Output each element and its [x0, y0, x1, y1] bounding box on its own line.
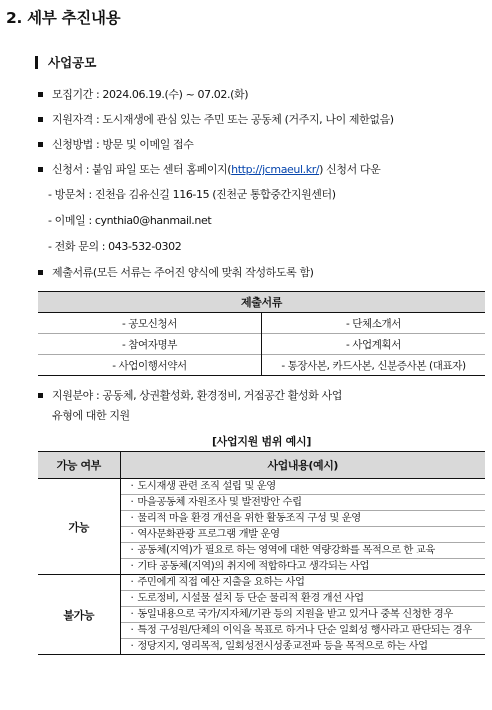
method-line	[38, 136, 194, 152]
table-row	[38, 575, 485, 591]
documents-table	[38, 291, 485, 376]
table-cell: - 사업계획서	[262, 334, 486, 355]
square-bullet-icon	[38, 270, 43, 275]
bullet-dot-icon: ·	[130, 624, 134, 636]
item-text: 주민에게 직접 예산 지출을 요하는 사업	[137, 576, 305, 588]
email-contact: - 이메일 : cynthia0@hanmail.net	[48, 214, 212, 227]
period-line	[38, 86, 248, 102]
documents-note-line	[38, 264, 314, 280]
square-bullet-icon	[38, 142, 43, 147]
item-text: 도로정비, 시설물 설치 등 단순 물리적 환경 개선 사업	[137, 592, 364, 604]
bullet-dot-icon: ·	[130, 512, 134, 524]
eligibility-line	[38, 111, 394, 127]
possible-label: 가능	[38, 479, 120, 575]
bullet-dot-icon: ·	[130, 560, 134, 572]
col-header-content: 사업내용(예시)	[120, 452, 485, 479]
item-text: 기타 공동체(지역)의 취지에 적합하다고 생각되는 사업	[137, 560, 370, 572]
list-item	[120, 559, 485, 575]
application-line	[38, 161, 380, 177]
bullet-dot-icon: ·	[130, 608, 134, 620]
eligibility-text: 지원자격 : 도시재생에 관심 있는 주민 또는 공동체 (거주지, 나이 제한없음)	[52, 113, 394, 126]
list-item	[120, 591, 485, 607]
impossible-label: 불가능	[38, 575, 120, 655]
bullet-dot-icon: ·	[130, 576, 134, 588]
bullet-dot-icon: ·	[130, 480, 134, 492]
item-text: 물리적 마을 환경 개선을 위한 활동조직 구성 및 운영	[137, 512, 361, 524]
table-cell: - 단체소개서	[262, 313, 486, 334]
square-bullet-icon	[38, 117, 43, 122]
support-field-text: 지원분야 : 공동체, 상권활성화, 환경정비, 거점공간 활성화 사업	[52, 389, 342, 402]
homepage-link[interactable]: http://jcmaeul.kr/	[231, 163, 320, 176]
table-row	[38, 334, 485, 355]
list-item	[120, 511, 485, 527]
table-cell: - 통장사본, 카드사본, 신분증사본 (대표자)	[262, 355, 486, 376]
item-text: 특정 구성원/단체의 이익을 목표로 하거나 단순 일회성 행사라고 판단되는 경우	[137, 624, 472, 636]
subsection-bar	[35, 56, 38, 69]
application-prefix: 신청서 : 붙임 파일 또는 센터 홈페이지(	[52, 163, 232, 176]
table-cell: - 사업이행서약서	[38, 355, 262, 376]
square-bullet-icon	[38, 92, 43, 97]
application-suffix: ) 신청서 다운	[319, 163, 381, 176]
item-text: 공동체(지역)가 필요로 하는 영역에 대한 역량강화를 목적으로 한 교육	[137, 544, 435, 556]
bullet-dot-icon: ·	[130, 544, 134, 556]
list-item	[120, 479, 485, 495]
table-cell: - 공모신청서	[38, 313, 262, 334]
list-item	[120, 607, 485, 623]
support-field-line2: 유형에 대한 지원	[52, 409, 130, 422]
list-item	[120, 495, 485, 511]
scope-caption: [사업지원 범위 예시]	[211, 435, 312, 448]
list-item	[120, 639, 485, 655]
table-row	[38, 479, 485, 495]
item-text: 역사문화관광 프로그램 개발 운영	[137, 528, 280, 540]
list-item	[120, 575, 485, 591]
section-title: 2. 세부 추진내용	[6, 9, 121, 27]
list-item	[120, 527, 485, 543]
subsection-title: 사업공모	[48, 55, 97, 70]
period-text: 모집기간 : 2024.06.19.(수) ~ 07.02.(화)	[52, 88, 249, 101]
item-text: 도시재생 관련 조직 설립 및 운영	[137, 480, 276, 492]
col-header-availability: 가능 여부	[38, 452, 120, 479]
bullet-dot-icon: ·	[130, 640, 134, 652]
documents-note-text: 제출서류(모든 서류는 주어진 양식에 맞춰 작성하도록 함)	[52, 266, 314, 279]
bullet-dot-icon: ·	[130, 528, 134, 540]
documents-table-header: 제출서류	[38, 292, 485, 313]
scope-table	[38, 451, 485, 655]
item-text: 정당지지, 영리목적, 일회성전시성종교전파 등을 목적으로 하는 사업	[137, 640, 428, 652]
visit-address: - 방문처 : 진천읍 김유신길 116-15 (진천군 통합중간지원센터)	[48, 188, 336, 201]
table-row	[38, 313, 485, 334]
list-item	[120, 623, 485, 639]
method-text: 신청방법 : 방문 및 이메일 접수	[52, 138, 194, 151]
phone-contact: - 전화 문의 : 043-532-0302	[48, 240, 182, 253]
item-text: 마을공동체 자원조사 및 발전방안 수립	[137, 496, 302, 508]
bullet-dot-icon: ·	[130, 592, 134, 604]
support-field-line	[38, 387, 342, 403]
item-text: 동일내용으로 국가/지자체/기관 등의 지원을 받고 있거나 중복 신청한 경우	[137, 608, 453, 620]
square-bullet-icon	[38, 393, 43, 398]
list-item	[120, 543, 485, 559]
bullet-dot-icon: ·	[130, 496, 134, 508]
table-row	[38, 355, 485, 376]
square-bullet-icon	[38, 167, 43, 172]
table-cell: - 참여자명부	[38, 334, 262, 355]
